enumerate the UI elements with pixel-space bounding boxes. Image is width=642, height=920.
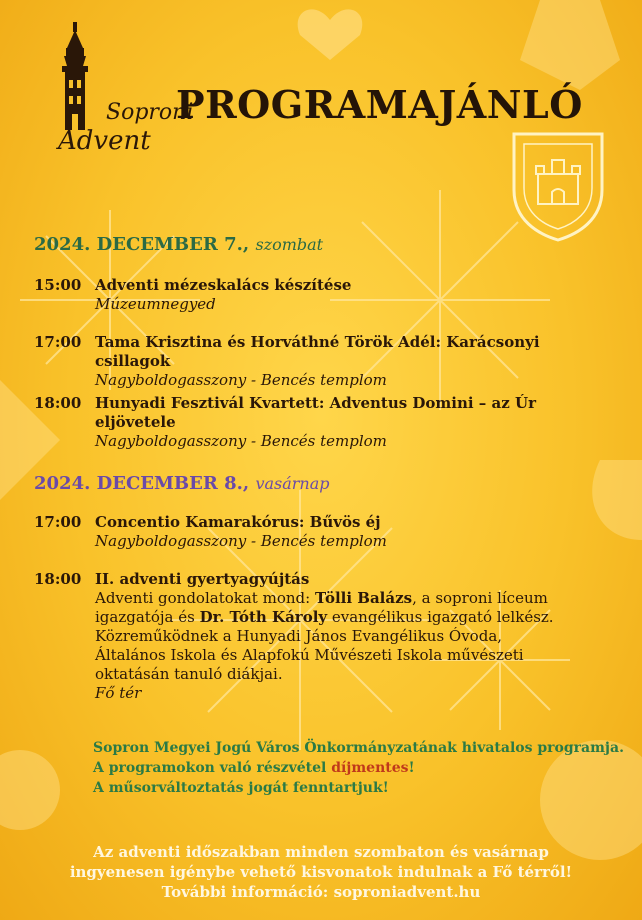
event-title: Hunyadi Fesztivál Kvartett: Adventus Domini – az Úr eljövetele: [95, 394, 536, 431]
logo-text-advent: Advent: [58, 126, 151, 156]
date-text: 2024. DECEMBER 7.,: [34, 234, 250, 255]
event-venue: Nagyboldogasszony - Bencés templom: [95, 532, 387, 550]
event-venue: Nagyboldogasszony - Bencés templom: [95, 432, 387, 450]
event-time: 18:00: [34, 570, 82, 588]
soproni-advent-logo: [28, 22, 194, 156]
event-time: 17:00: [34, 333, 82, 351]
weekday-text: vasárnap: [255, 474, 330, 493]
official-notice: [93, 738, 624, 798]
event-venue: Múzeumnegyed: [95, 295, 216, 313]
speaker-name: Dr. Tóth Károly: [199, 608, 328, 626]
desc-text: Adventi gondolatokat mond:: [95, 589, 315, 607]
date-text: 2024. DECEMBER 8.,: [34, 473, 250, 494]
weekday-text: szombat: [255, 235, 324, 254]
page-title: PROGRAMAJÁNLÓ: [176, 82, 583, 127]
official-line-1: Sopron Megyei Jogú Város Önkormányzatának hivatalos programja.: [93, 740, 624, 756]
notice-text: A programokon való részvétel: [93, 760, 332, 776]
desc-text: evangélikus igazgató lelkész. Közreműködnek a Hunyadi János Evangélikus Óvoda, Általános Iskola és Alapfokú Művészeti Iskola művészeti oktatásán tanuló diákjai.: [95, 608, 554, 683]
speaker-name: Tölli Balázs: [314, 589, 413, 607]
notice-text: !: [408, 760, 415, 776]
event-title: Tama Krisztina és Horváthné Török Adél: Karácsonyi csillagok: [95, 333, 540, 370]
event-venue: Fő tér: [95, 684, 142, 702]
event-venue: Nagyboldogasszony - Bencés templom: [95, 371, 387, 389]
date-heading-day-1: [34, 234, 323, 255]
footer-info: [0, 842, 642, 902]
event-title: II. adventi gyertyagyújtás: [95, 570, 310, 588]
footer-line-3: További információ: soproniadvent.hu: [161, 883, 481, 901]
date-heading-day-2: [34, 473, 330, 494]
footer-line-2: ingyenesen igénybe vehető kisvonatok indulnak a Fő térről!: [69, 863, 573, 881]
logo-text-soproni: Soproni: [106, 100, 194, 125]
event-title: Adventi mézeskalács készítése: [95, 276, 352, 294]
free-of-charge-text: díjmentes: [331, 760, 409, 776]
event-title: Concentio Kamarakórus: Bűvös éj: [95, 513, 381, 531]
official-line-2: [93, 758, 624, 778]
event-time: 17:00: [34, 513, 82, 531]
event-description: [95, 589, 575, 684]
event-time: 15:00: [34, 276, 82, 294]
desc-text: , a soproni líceum igazgatója és: [95, 589, 548, 626]
official-line-3: A műsorváltoztatás jogát fenntartjuk!: [93, 780, 389, 796]
city-coat-of-arms-seal: [508, 130, 608, 242]
footer-line-1: Az adventi időszakban minden szombaton és vasárnap: [93, 843, 549, 861]
tower-icon: [50, 22, 100, 132]
event-time: 18:00: [34, 394, 82, 412]
